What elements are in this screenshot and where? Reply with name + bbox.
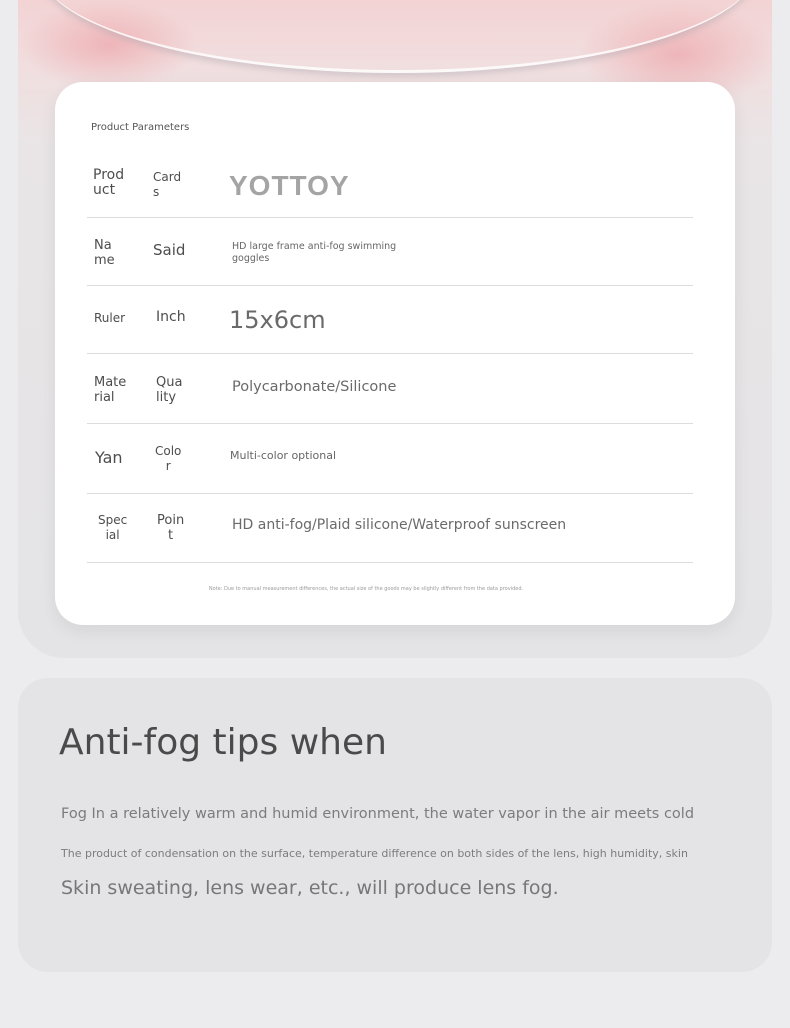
param-value: Polycarbonate/Silicone (232, 379, 397, 395)
param-label: Na me (94, 238, 115, 268)
tips-heading: Anti-fog tips when (59, 722, 387, 763)
param-label: Ruler (94, 311, 126, 325)
param-label: Inch (156, 309, 186, 325)
param-value: Multi-color optional (230, 449, 337, 462)
param-label: Poin t (157, 513, 185, 543)
param-value: 15x6cm (229, 306, 326, 334)
param-label: Said (153, 241, 186, 259)
tips-text: Fog In a relatively warm and humid environment, the water vapor in the air meets cold (61, 806, 695, 822)
param-label: Prod uct (93, 167, 125, 198)
product-parameters-card (55, 82, 735, 625)
param-value: HD large frame anti-fog swimming goggles (232, 241, 397, 264)
param-row-features (87, 494, 693, 563)
param-label: Mate rial (94, 375, 127, 405)
param-label: Yan (95, 448, 123, 467)
tips-text: Skin sweating, lens wear, etc., will produce lens fog. (61, 877, 559, 899)
param-row-color (87, 424, 693, 494)
param-label: Card s (153, 170, 182, 199)
card-title: Product Parameters (91, 122, 190, 133)
param-value: HD anti-fog/Plaid silicone/Waterproof sunscreen (232, 517, 567, 533)
param-row-product (87, 152, 693, 218)
param-row-material (87, 354, 693, 424)
measurement-note: Note: Due to manual measurement differences, the actual size of the goods may be slightly different from the data provided. (208, 586, 524, 592)
param-row-size (87, 286, 693, 354)
param-label: Qua lity (156, 375, 183, 405)
anti-fog-tips-panel (18, 678, 772, 972)
brand-logo: YOTTOY (229, 170, 350, 201)
param-row-name (87, 218, 693, 286)
param-label: Spec ial (98, 513, 128, 542)
param-label: Colo r (155, 444, 182, 473)
tips-text: The product of condensation on the surface, temperature difference on both sides of the lens, high humidity, skin (61, 847, 688, 860)
